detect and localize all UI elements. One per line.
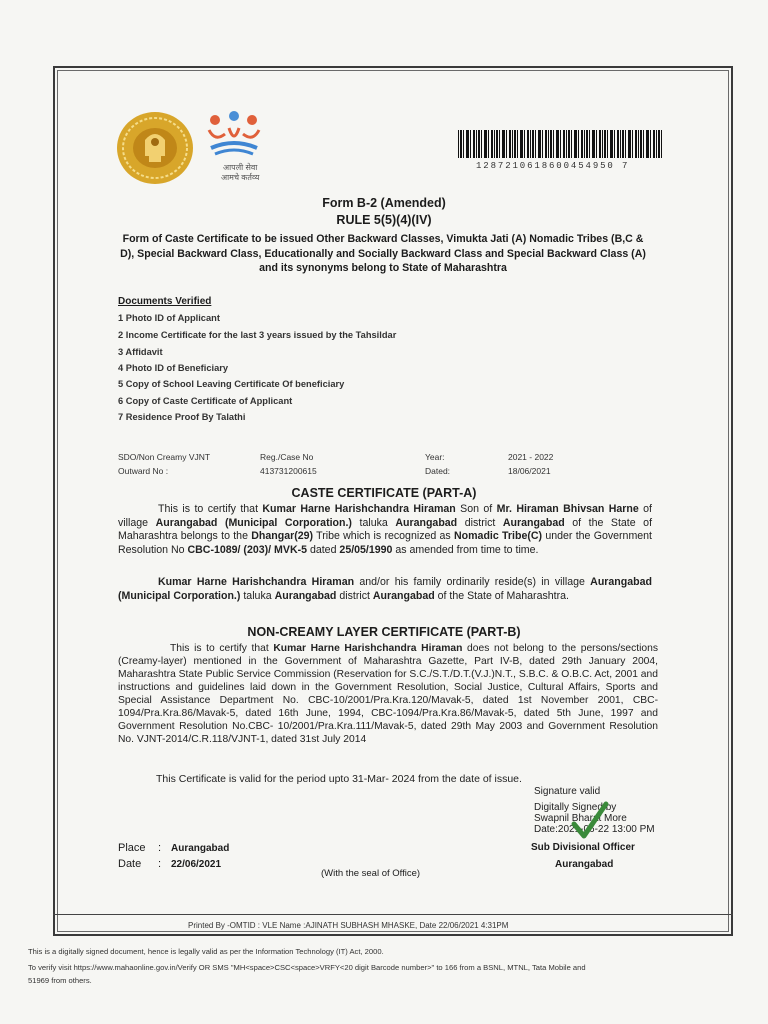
signature-line-3: Date:2021-06-22 13:00 PM — [534, 824, 655, 835]
barcode-bar — [586, 130, 588, 158]
barcode-bar — [509, 130, 511, 158]
barcode-bar — [646, 130, 649, 158]
barcode-bar — [530, 130, 531, 158]
year-value: 2021 - 2022 — [508, 452, 554, 462]
seal-note: (With the seal of Office) — [321, 868, 421, 879]
barcode — [458, 130, 662, 158]
barcode-bar — [499, 130, 500, 158]
barcode-bar — [574, 130, 577, 158]
barcode-bar — [635, 130, 637, 158]
printed-by: Printed By -OMTID : VLE Name :AJINATH SUBHASH MHASKE, Date 22/06/2021 4:31PM — [188, 921, 509, 930]
barcode-bar — [581, 130, 583, 158]
reg-case-label: Reg./Case No — [260, 452, 314, 462]
barcode-bar — [466, 130, 469, 158]
barcode-bar — [625, 130, 626, 158]
barcode-bar — [506, 130, 507, 158]
barcode-bar — [524, 130, 525, 158]
barcode-bar — [553, 130, 554, 158]
barcode-bar — [488, 130, 489, 158]
barcode-bar — [512, 130, 513, 158]
barcode-bar — [514, 130, 516, 158]
barcode-bar — [473, 130, 475, 158]
barcode-bar — [602, 130, 603, 158]
barcode-bar — [481, 130, 482, 158]
barcode-bar — [578, 130, 579, 158]
barcode-bar — [592, 130, 595, 158]
validity-statement: This Certificate is valid for the period upto 31-Mar- 2024 from the date of issue. — [156, 773, 522, 785]
barcode-bar — [661, 130, 662, 158]
barcode-bar — [517, 130, 518, 158]
barcode-bar — [491, 130, 493, 158]
barcode-bar — [589, 130, 590, 158]
part-a-paragraph-1: This is to certify that Kumar Harne Harishchandra Hiraman Son of Mr. Hiraman Bhivsan Harne of village Aurangabad (Municipal Corporation.) taluka Aurangabad district Aurangabad of the State of Maharashtra belongs to the Dhangar(29) Tribe which is recognized as Nomadic Tribe(C) under the Government Resolution No CBC-1089/ (203)/ MVK-5 dated 25/05/1990 as amended from time to time. — [118, 503, 653, 556]
sdo-label: SDO/Non Creamy VJNT — [118, 452, 211, 462]
printed-by-rule — [53, 914, 733, 915]
dated-label: Dated: — [425, 466, 451, 476]
barcode-bar — [566, 130, 567, 158]
signature-valid: Signature valid — [534, 786, 601, 797]
date-value: 22/06/2021 — [171, 859, 222, 870]
barcode-bar — [650, 130, 651, 158]
barcode-bar — [470, 130, 471, 158]
barcode-bar — [638, 130, 639, 158]
place-value: Aurangabad — [171, 843, 230, 854]
maharashtra-seal-icon — [115, 110, 195, 185]
barcode-bar — [610, 130, 613, 158]
rule-title: RULE 5(5)(4)(IV) — [336, 213, 432, 227]
footer-line-1: This is a digitally signed document, hence is legally valid as per the Information Technology (IT) Act, 2000. — [28, 947, 384, 956]
barcode-bar — [548, 130, 549, 158]
barcode-bar — [571, 130, 572, 158]
barcode-bar — [568, 130, 570, 158]
logo-caption-line1: आपली सेवा — [223, 163, 258, 172]
barcode-number: 1287210618600454950 7 — [476, 161, 630, 171]
barcode-bar — [458, 130, 459, 158]
officer-office: Aurangabad — [555, 859, 614, 870]
document-item: 2 Income Certificate for the last 3 years issued by the Tahsildar — [118, 330, 397, 340]
footer-line-2: To verify visit https://www.mahaonline.gov.in/Verify OR SMS "MH<space>CSC<space>VRFY<20 digit Barcode number>" to 166 from a BSNL, MTNL, Tata Mobile and — [28, 963, 586, 972]
barcode-bar — [596, 130, 597, 158]
barcode-bar — [520, 130, 523, 158]
dated-value: 18/06/2021 — [508, 466, 551, 476]
form-title: Form B-2 (Amended) — [322, 196, 446, 210]
barcode-bar — [622, 130, 624, 158]
barcode-bar — [550, 130, 552, 158]
date-label: Date — [118, 858, 142, 870]
barcode-bar — [614, 130, 615, 158]
barcode-bar — [653, 130, 655, 158]
barcode-bar — [535, 130, 536, 158]
barcode-bar — [584, 130, 585, 158]
barcode-bar — [599, 130, 601, 158]
barcode-bar — [617, 130, 619, 158]
outward-label: Outward No : — [118, 466, 169, 476]
part-a-title: CASTE CERTIFICATE (PART-A) — [291, 486, 477, 500]
barcode-bar — [556, 130, 559, 158]
barcode-bar — [478, 130, 480, 158]
document-item: 4 Photo ID of Beneficiary — [118, 363, 229, 373]
place-label: Place — [118, 842, 146, 854]
document-item: 1 Photo ID of Applicant — [118, 313, 220, 323]
barcode-bar — [463, 130, 464, 158]
officer-designation: Sub Divisional Officer — [531, 842, 635, 853]
certificate-purpose: Form of Caste Certificate to be issued Other Backward Classes, Vimukta Jati (A) Nomadic Tribes (B,C & D), Special Backward Class, Educationally and Socially Backward Class and Special Backward Class (A) and its synonyms belong to State of Maharashtra — [120, 233, 646, 274]
part-b-paragraph: This is to certify that Kumar Harne Harishchandra Hiraman does not belong to the persons/sections (Creamy-layer) mentioned in the Government of Maharashtra Gazette, Part IV-B, dated 29th January 2004, Maharashtra State Public Service Commission (Reservation for S.C./S.T./D.T.(V.J.)N.T., S.B.C. & O.B.C. Act, 2001 and instructions and guidelines laid down in the Government Resolution, Social Justice, Cultural Affairs, Sports and Special Assistance Department No. CBC-10/2001/Pra.Kra.120/Mavak-5, dated 1st November 2001, CBC-1094/Pra.Kra.86/Mavak-5, dated 16th June, 1994, CBC-1094/Pra.Kra.86/Mavak-5, dated 5th June, 1997 and Government Resolution No.CBC- 10/2001/Pra.Kra.111/Mavak-5, dated 29th May 2003 and Government Resolution No. VJNT-2014/C.R.118/VJNT-1, dated 31st July 2014 — [118, 643, 658, 745]
footer-line-3: 51969 from others. — [28, 976, 92, 985]
document-item: 7 Residence Proof By Talathi — [118, 412, 246, 422]
barcode-bar — [476, 130, 477, 158]
outward-value: 413731200615 — [260, 466, 317, 476]
document-item: 3 Affidavit — [118, 347, 163, 357]
barcode-bar — [502, 130, 505, 158]
barcode-bar — [658, 130, 660, 158]
barcode-bar — [620, 130, 621, 158]
logo-caption-line2: आमचे कर्तव्य — [221, 173, 260, 182]
barcode-bar — [538, 130, 541, 158]
barcode-bar — [607, 130, 608, 158]
document-item: 6 Copy of Caste Certificate of Applicant — [118, 396, 293, 406]
barcode-bar — [496, 130, 498, 158]
barcode-bar — [532, 130, 534, 158]
document-item: 5 Copy of School Leaving Certificate Of beneficiary — [118, 379, 345, 389]
barcode-bar — [460, 130, 462, 158]
barcode-bar — [484, 130, 487, 158]
barcode-bar — [640, 130, 642, 158]
barcode-bar — [494, 130, 495, 158]
barcode-bar — [632, 130, 633, 158]
barcode-bar — [656, 130, 657, 158]
place-colon: : — [158, 842, 162, 854]
documents-heading: Documents Verified — [118, 296, 212, 307]
barcode-bar — [604, 130, 606, 158]
barcode-bar — [542, 130, 543, 158]
barcode-bar — [628, 130, 631, 158]
date-colon: : — [158, 858, 162, 870]
part-a-paragraph-2: Kumar Harne Harishchandra Hiraman and/or his family ordinarily reside(s) in village Aurangabad (Municipal Corporation.) taluka Aurangabad district Aurangabad of the State of Maharashtra. — [118, 576, 652, 602]
signature-line-2: Swapnil Bharat More — [534, 813, 627, 824]
barcode-bar — [560, 130, 561, 158]
signature-line-1: Digitally Signed by — [534, 802, 617, 813]
signature-check-icon — [570, 800, 610, 842]
barcode-bar — [527, 130, 529, 158]
barcode-bar — [563, 130, 565, 158]
barcode-bar — [545, 130, 547, 158]
year-label: Year: — [425, 452, 445, 462]
part-b-title: NON-CREAMY LAYER CERTIFICATE (PART-B) — [247, 625, 521, 639]
barcode-bar — [643, 130, 644, 158]
